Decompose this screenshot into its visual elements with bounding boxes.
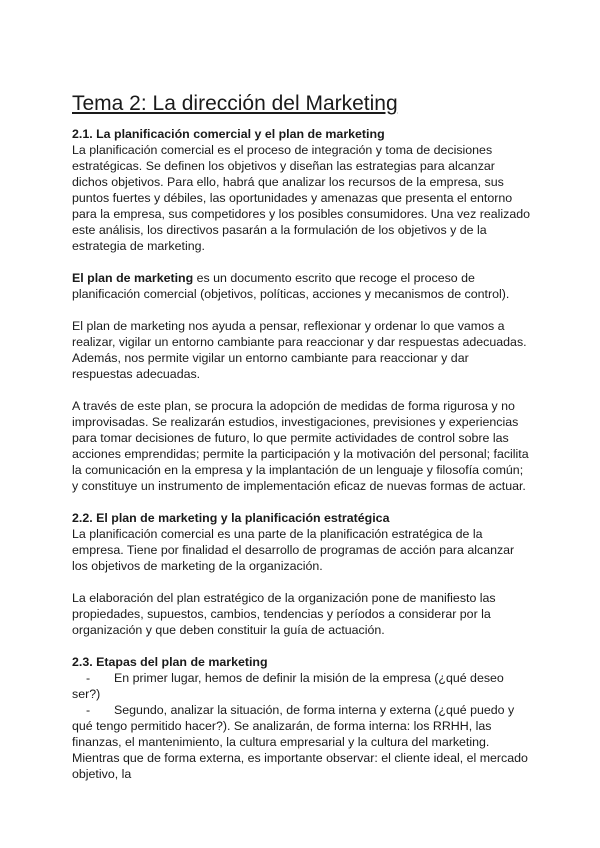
section-2-2-heading: 2.2. El plan de marketing y la planificación estratégica xyxy=(72,511,390,525)
list-dash: - xyxy=(86,671,91,685)
document-page xyxy=(72,92,532,782)
section-2-1-heading: 2.1. La planificación comercial y el plan de marketing xyxy=(72,127,385,141)
section-2-3-heading: 2.3. Etapas del plan de marketing xyxy=(72,655,268,669)
list-item xyxy=(72,670,532,702)
section-2-2-paragraph-2: La elaboración del plan estratégico de la organización pone de manifiesto las propiedades, supuestos, cambios, tendencias y períodos a considerar por la organización y que deben constituir la guía de actuación. xyxy=(72,591,496,637)
list-item-text: Segundo, analizar la situación, de forma interna y externa (¿qué puedo y qué tengo permitido hacer?). Se analizarán, de forma interna: los RRHH, las finanzas, el mantenimiento, la cultura empresarial y la cultura del marketing. Mientras que de forma externa, es importante observar: el cliente ideal, el mercado objetivo, la xyxy=(72,703,528,781)
plan-de-marketing-definition: es un documento escrito que recoge el proceso de planificación comercial (objetivos, políticas, acciones y mecanismos de control). xyxy=(72,271,510,301)
page-title: Tema 2: La dirección del Marketing xyxy=(72,92,398,115)
list-dash: - xyxy=(86,703,91,717)
list-item-text: En primer lugar, hemos de definir la misión de la empresa (¿qué deseo ser?) xyxy=(72,671,504,701)
section-2-2-paragraph-1: La planificación comercial es una parte de la planificación estratégica de la empresa. Tiene por finalidad el desarrollo de programas de acción para alcanzar los objetivos de marketing de la organización. xyxy=(72,527,515,573)
section-2-1-paragraph-1: La planificación comercial es el proceso de integración y toma de decisiones estratégicas. Se definen los objetivos y diseñan las estrategias para alcanzar dichos objetivos. Para ello, habrá que analizar los recursos de la empresa, sus puntos fuertes y débiles, las oportunidades y amenazas que presenta el entorno para la empresa, sus competidores y los posibles consumidores. Una vez realizado este análisis, los directivos pasarán a la formulación de los objetivos y de la estrategia de marketing. xyxy=(72,143,530,253)
plan-de-marketing-term: El plan de marketing xyxy=(72,271,194,285)
list-item xyxy=(72,702,532,782)
section-2-1-paragraph-4: A través de este plan, se procura la adopción de medidas de forma rigurosa y no improvisadas. Se realizarán estudios, investigaciones, previsiones y experiencias para tomar decisiones de futuro, lo que permite actividades de control sobre las acciones emprendidas; permite la participación y la motivación del personal; facilita la comunicación en la empresa y la implantación de un lenguaje y filosofía común; y constituye un instrumento de implementación eficaz de nuevas formas de actuar. xyxy=(72,399,529,493)
section-2-1-paragraph-3: El plan de marketing nos ayuda a pensar, reflexionar y ordenar lo que vamos a realizar, vigilar un entorno cambiante para reaccionar y dar respuestas adecuadas. Además, nos permite vigilar un entorno cambiante para reaccionar y dar respuestas adecuadas. xyxy=(72,319,527,381)
section-2-1-paragraph-2 xyxy=(72,270,532,302)
